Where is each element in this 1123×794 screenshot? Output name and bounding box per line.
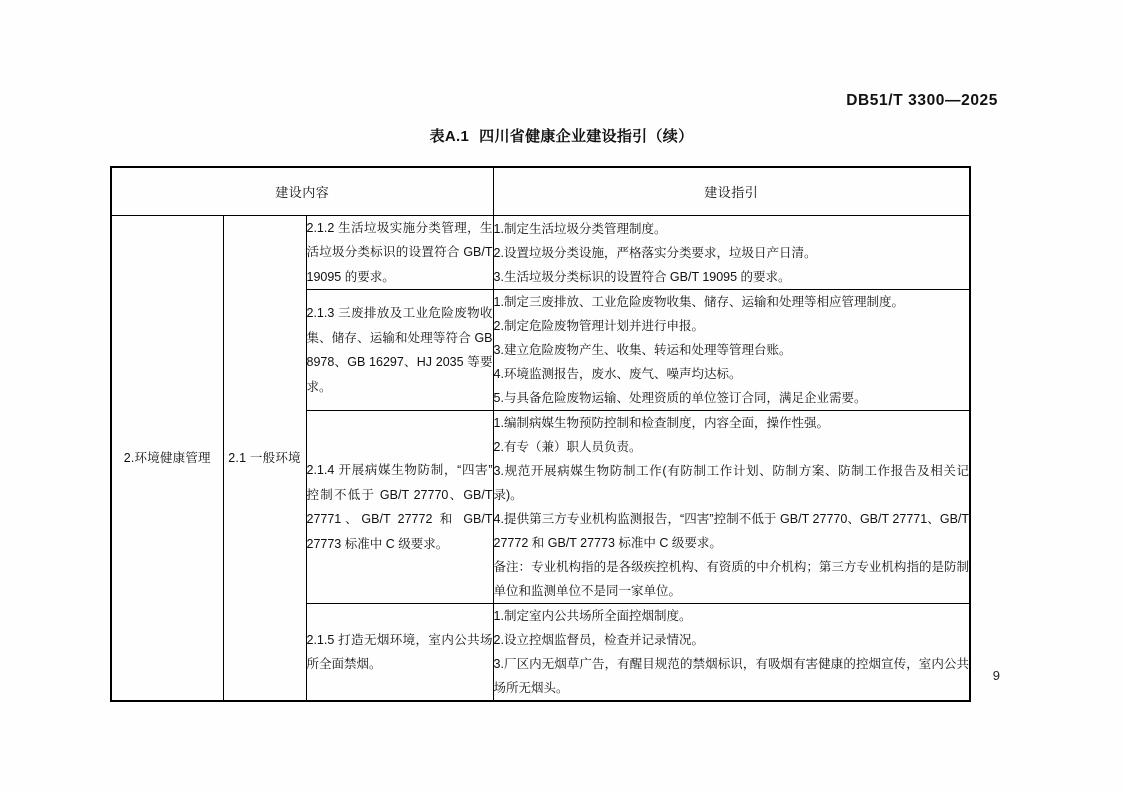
guideline-line: 3.规范开展病媒生物防制工作(有防制工作计划、防制方案、防制工作报告及相关记录)。 (493, 464, 970, 503)
construction-guide-table (110, 166, 971, 702)
table-caption (0, 125, 1123, 146)
guideline-line: 2.设置垃圾分类设施，严格落实分类要求，垃圾日产日清。 (493, 245, 817, 260)
guideline-line: 1.制定室内公共场所全面控烟制度。 (493, 609, 692, 624)
guideline-cell-2-1-2 (493, 216, 970, 290)
table-row (111, 216, 970, 290)
guideline-note: 备注：专业机构指的是各级疾控机构、有资质的中介机构；第三方专业机构指的是防制单位和监测单位不是同一家单位。 (493, 560, 970, 599)
guideline-line: 2.设立控烟监督员，检查并记录情况。 (493, 633, 704, 648)
guideline-line: 1.制定生活垃圾分类管理制度。 (493, 221, 667, 236)
guideline-line: 2.有专（兼）职人员负责。 (493, 440, 642, 455)
table-caption-title: 四川省健康企业建设指引（续） (479, 128, 694, 145)
column-header-content: 建设内容 (111, 167, 493, 216)
page-number: 9 (992, 668, 1000, 683)
guideline-line: 4.提供第三方专业机构监测报告，“四害”控制不低于 GB/T 27770、GB/T 27771、GB/T 27772 和 GB/T 27773 标准中 C 级要求。 (493, 512, 970, 551)
guide-table-container (110, 166, 969, 702)
guideline-line: 2.制定危险废物管理计划并进行申报。 (493, 319, 704, 334)
table-body (111, 216, 970, 702)
guideline-line: 4.环境监测报告，废水、废气、噪声均达标。 (493, 367, 742, 382)
guideline-cell-2-1-5 (493, 604, 970, 702)
subcategory-cell-general-environment: 2.1 一般环境 (223, 216, 306, 702)
guideline-line: 1.制定三废排放、工业危险废物收集、储存、运输和处理等相应管理制度。 (493, 295, 904, 310)
category-cell-environment-health-management: 2.环境健康管理 (111, 216, 223, 702)
guideline-line: 5.与具备危险废物运输、处理资质的单位签订合同，满足企业需要。 (493, 391, 867, 406)
table-caption-number: 表A.1 (429, 128, 470, 145)
guideline-cell-2-1-3 (493, 290, 970, 411)
guideline-line: 1.编制病媒生物预防控制和检查制度，内容全面，操作性强。 (493, 416, 829, 431)
column-header-guideline: 建设指引 (493, 167, 970, 216)
guideline-line: 3.建立危险废物产生、收集、转运和处理等管理台账。 (493, 343, 792, 358)
running-header-standard-number: DB51/T 3300—2025 (846, 92, 998, 109)
guideline-line: 3.生活垃圾分类标识的设置符合 GB/T 19095 的要求。 (493, 269, 791, 284)
table-header-row (111, 167, 970, 216)
guideline-cell-2-1-4 (493, 411, 970, 604)
item-cell-2-1-5: 2.1.5 打造无烟环境，室内公共场所全面禁烟。 (306, 604, 493, 702)
item-cell-2-1-3: 2.1.3 三废排放及工业危险废物收集、储存、运输和处理等符合 GB 8978、GB 16297、HJ 2035 等要求。 (306, 290, 493, 411)
guideline-line: 3.厂区内无烟草广告，有醒目规范的禁烟标识，有吸烟有害健康的控烟宣传，室内公共场所无烟头。 (493, 657, 970, 696)
item-cell-2-1-4: 2.1.4 开展病媒生物防制，“四害”控制不低于 GB/T 27770、GB/T 27771、GB/T 27772 和 GB/T 27773 标准中 C 级要求。 (306, 411, 493, 604)
item-cell-2-1-2: 2.1.2 生活垃圾实施分类管理，生活垃圾分类标识的设置符合 GB/T 19095 的要求。 (306, 216, 493, 290)
